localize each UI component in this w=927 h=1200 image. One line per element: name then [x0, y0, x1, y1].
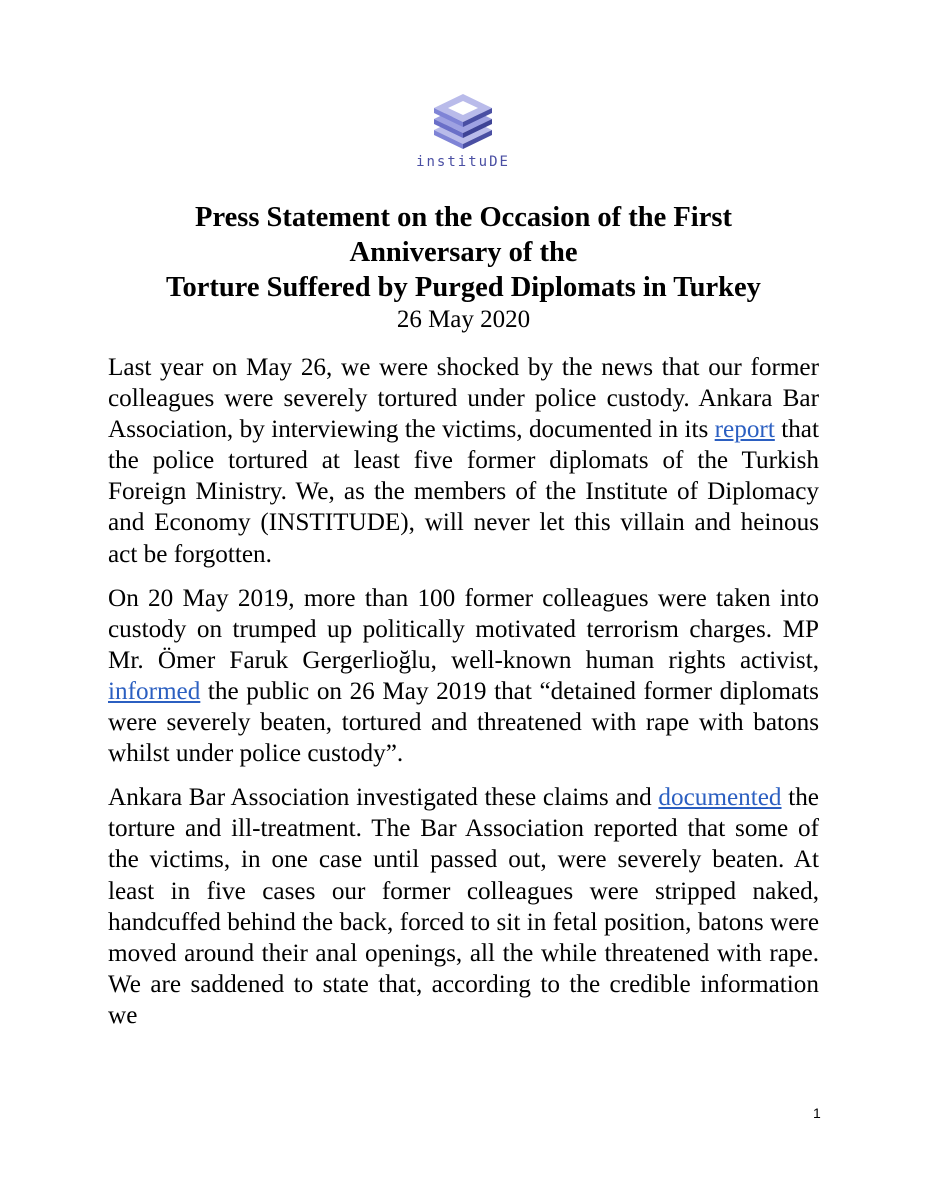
- paragraph-1-text-a: Last year on May 26, we were shocked by the news that our former colleagues were severely tortured under police custody. Ankara Bar Association, by interviewing the victims, documented in its: [108, 354, 819, 444]
- institude-logo-mark: [430, 92, 496, 150]
- paragraph-2-text-a: On 20 May 2019, more than 100 former colleagues were taken into custody on trumped up politically motivated terrorism charges. MP Mr. Ömer Faruk Gergerlioğlu, well-known human rights activist,: [108, 584, 819, 674]
- title-line-3: Torture Suffered by Purged Diplomats in Turkey: [166, 272, 761, 303]
- title-line-2: Anniversary of the: [349, 237, 578, 268]
- paragraph-1: [108, 352, 819, 570]
- press-statement-header: [108, 200, 819, 335]
- documented-link[interactable]: documented: [658, 784, 782, 812]
- paragraph-2: [108, 583, 819, 770]
- paragraph-3-text-b: the torture and ill-treatment. The Bar Association reported that some of the victims, in one case until passed out, were severely beaten. At least in five cases our former colleagues were stripped naked, handcuffed behind the back, forced to sit in fetal position, batons were moved around their anal openings, all the while threatened with rape. We are saddened to state that, according to the credible information we: [108, 784, 819, 1029]
- informed-link[interactable]: informed: [108, 677, 201, 705]
- statement-body: [108, 352, 819, 1044]
- page-number: 1: [813, 1105, 821, 1121]
- statement-date: 26 May 2020: [396, 306, 531, 333]
- title-line-1: Press Statement on the Occasion of the First: [195, 202, 732, 233]
- paragraph-2-text-b: the public on 26 May 2019 that “detained former diplomats were severely beaten, tortured and threatened with rape with batons whilst under police custody”.: [108, 677, 819, 768]
- paragraph-1-text-b: that the police tortured at least five former diplomats of the Turkish Foreign Ministry. We, as the members of the Institute of Diplomacy and Economy (INSTITUDE), will never let this villain and heinous act be forgotten.: [108, 416, 819, 568]
- paragraph-3: [108, 782, 819, 1031]
- report-link[interactable]: report: [714, 416, 775, 444]
- paragraph-3-text-a: Ankara Bar Association investigated these claims and: [108, 784, 659, 812]
- institude-logo: [398, 92, 528, 178]
- logo-text: instituDE: [416, 154, 510, 170]
